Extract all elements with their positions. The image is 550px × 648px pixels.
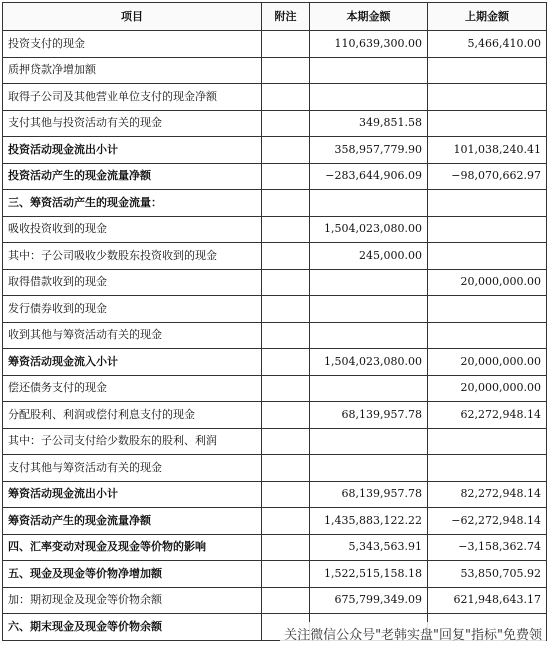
- watermark-banner: 关注微信公众号"老韩实盘"回复"指标"免费领: [280, 622, 546, 645]
- current-amount-cell: −283,644,906.09: [310, 163, 428, 190]
- table-row: [3, 269, 547, 296]
- note-cell: [262, 269, 310, 296]
- item-cell: 加：期初现金及现金等价物余额: [3, 587, 262, 614]
- current-amount-cell: [310, 269, 428, 296]
- prior-amount-cell: 82,272,948.14: [428, 481, 547, 508]
- note-cell: [262, 31, 310, 58]
- current-amount-cell: 110,639,300.00: [310, 31, 428, 58]
- prior-amount-cell: [428, 296, 547, 323]
- item-cell: 偿还债务支付的现金: [3, 375, 262, 402]
- note-cell: [262, 561, 310, 588]
- table-row: [3, 481, 547, 508]
- item-cell: 投资支付的现金: [3, 31, 262, 58]
- note-cell: [262, 455, 310, 482]
- item-cell: 投资活动现金流出小计: [3, 137, 262, 164]
- prior-amount-cell: 20,000,000.00: [428, 349, 547, 376]
- note-cell: [262, 349, 310, 376]
- note-cell: [262, 163, 310, 190]
- item-cell: 支付其他与筹资活动有关的现金: [3, 455, 262, 482]
- prior-amount-cell: [428, 57, 547, 84]
- current-amount-cell: [310, 322, 428, 349]
- prior-amount-cell: −3,158,362.74: [428, 534, 547, 561]
- prior-amount-cell: 20,000,000.00: [428, 269, 547, 296]
- table-row: [3, 57, 547, 84]
- current-amount-cell: 1,435,883,122.22: [310, 508, 428, 535]
- note-cell: [262, 57, 310, 84]
- prior-amount-cell: 62,272,948.14: [428, 402, 547, 429]
- table-row: [3, 243, 547, 270]
- current-amount-cell: 68,139,957.78: [310, 481, 428, 508]
- item-cell: 投资活动产生的现金流量净额: [3, 163, 262, 190]
- prior-amount-cell: [428, 455, 547, 482]
- cash-flow-table: [2, 2, 547, 641]
- table-row: [3, 190, 547, 217]
- prior-amount-cell: −62,272,948.14: [428, 508, 547, 535]
- current-amount-cell: 68,139,957.78: [310, 402, 428, 429]
- table-row: [3, 375, 547, 402]
- item-cell: 发行债券收到的现金: [3, 296, 262, 323]
- table-row: [3, 84, 547, 111]
- prior-amount-cell: [428, 322, 547, 349]
- item-cell: 收到其他与筹资活动有关的现金: [3, 322, 262, 349]
- note-cell: [262, 296, 310, 323]
- item-cell: 其中：子公司吸收少数股东投资收到的现金: [3, 243, 262, 270]
- prior-amount-cell: [428, 428, 547, 455]
- cash-flow-statement: [2, 2, 546, 641]
- item-cell: 六、期末现金及现金等价物余额: [3, 614, 262, 641]
- current-amount-cell: [310, 455, 428, 482]
- item-cell: 吸收投资收到的现金: [3, 216, 262, 243]
- current-amount-cell: 675,799,349.09: [310, 587, 428, 614]
- prior-amount-cell: [428, 243, 547, 270]
- item-cell: 其中：子公司支付给少数股东的股利、利润: [3, 428, 262, 455]
- current-amount-cell: 1,522,515,158.18: [310, 561, 428, 588]
- table-row: [3, 349, 547, 376]
- current-amount-cell: [310, 57, 428, 84]
- table-row: [3, 587, 547, 614]
- current-amount-cell: [310, 375, 428, 402]
- current-amount-cell: 1,504,023,080.00: [310, 349, 428, 376]
- current-amount-cell: 1,504,023,080.00: [310, 216, 428, 243]
- note-cell: [262, 243, 310, 270]
- prior-amount-cell: 621,948,643.17: [428, 587, 547, 614]
- item-cell: 取得借款收到的现金: [3, 269, 262, 296]
- current-amount-cell: [310, 84, 428, 111]
- note-cell: [262, 587, 310, 614]
- note-cell: [262, 110, 310, 137]
- table-row: [3, 137, 547, 164]
- current-amount-cell: 5,343,563.91: [310, 534, 428, 561]
- note-cell: [262, 322, 310, 349]
- item-cell: 支付其他与投资活动有关的现金: [3, 110, 262, 137]
- header-note: 附注: [262, 3, 310, 31]
- table-row: [3, 508, 547, 535]
- note-cell: [262, 84, 310, 111]
- table-row: [3, 534, 547, 561]
- table-body: [3, 31, 547, 641]
- item-cell: 质押贷款净增加额: [3, 57, 262, 84]
- item-cell: 取得子公司及其他营业单位支付的现金净额: [3, 84, 262, 111]
- prior-amount-cell: 101,038,240.41: [428, 137, 547, 164]
- table-row: [3, 428, 547, 455]
- header-current-amount: 本期金额: [310, 3, 428, 31]
- note-cell: [262, 375, 310, 402]
- note-cell: [262, 534, 310, 561]
- prior-amount-cell: 5,466,410.00: [428, 31, 547, 58]
- note-cell: [262, 508, 310, 535]
- table-row: [3, 455, 547, 482]
- table-row: [3, 216, 547, 243]
- table-row: [3, 296, 547, 323]
- table-row: [3, 561, 547, 588]
- table-row: [3, 31, 547, 58]
- prior-amount-cell: [428, 84, 547, 111]
- item-cell: 筹资活动产生的现金流量净额: [3, 508, 262, 535]
- current-amount-cell: [310, 296, 428, 323]
- table-row: [3, 322, 547, 349]
- item-cell: 筹资活动现金流入小计: [3, 349, 262, 376]
- item-cell: 四、汇率变动对现金及现金等价物的影响: [3, 534, 262, 561]
- prior-amount-cell: [428, 216, 547, 243]
- note-cell: [262, 481, 310, 508]
- item-cell: 分配股利、利润或偿付利息支付的现金: [3, 402, 262, 429]
- current-amount-cell: 349,851.58: [310, 110, 428, 137]
- current-amount-cell: [310, 428, 428, 455]
- prior-amount-cell: [428, 110, 547, 137]
- header-row: [3, 3, 547, 31]
- note-cell: [262, 190, 310, 217]
- item-cell: 筹资活动现金流出小计: [3, 481, 262, 508]
- note-cell: [262, 428, 310, 455]
- header-item: 项目: [3, 3, 262, 31]
- item-cell: 三、筹资活动产生的现金流量：: [3, 190, 262, 217]
- table-row: [3, 402, 547, 429]
- prior-amount-cell: −98,070,662.97: [428, 163, 547, 190]
- note-cell: [262, 216, 310, 243]
- prior-amount-cell: 20,000,000.00: [428, 375, 547, 402]
- item-cell: 五、现金及现金等价物净增加额: [3, 561, 262, 588]
- current-amount-cell: 358,957,779.90: [310, 137, 428, 164]
- current-amount-cell: [310, 190, 428, 217]
- table-row: [3, 110, 547, 137]
- table-row: [3, 163, 547, 190]
- prior-amount-cell: [428, 190, 547, 217]
- current-amount-cell: 245,000.00: [310, 243, 428, 270]
- prior-amount-cell: 53,850,705.92: [428, 561, 547, 588]
- header-prior-amount: 上期金额: [428, 3, 547, 31]
- note-cell: [262, 402, 310, 429]
- note-cell: [262, 137, 310, 164]
